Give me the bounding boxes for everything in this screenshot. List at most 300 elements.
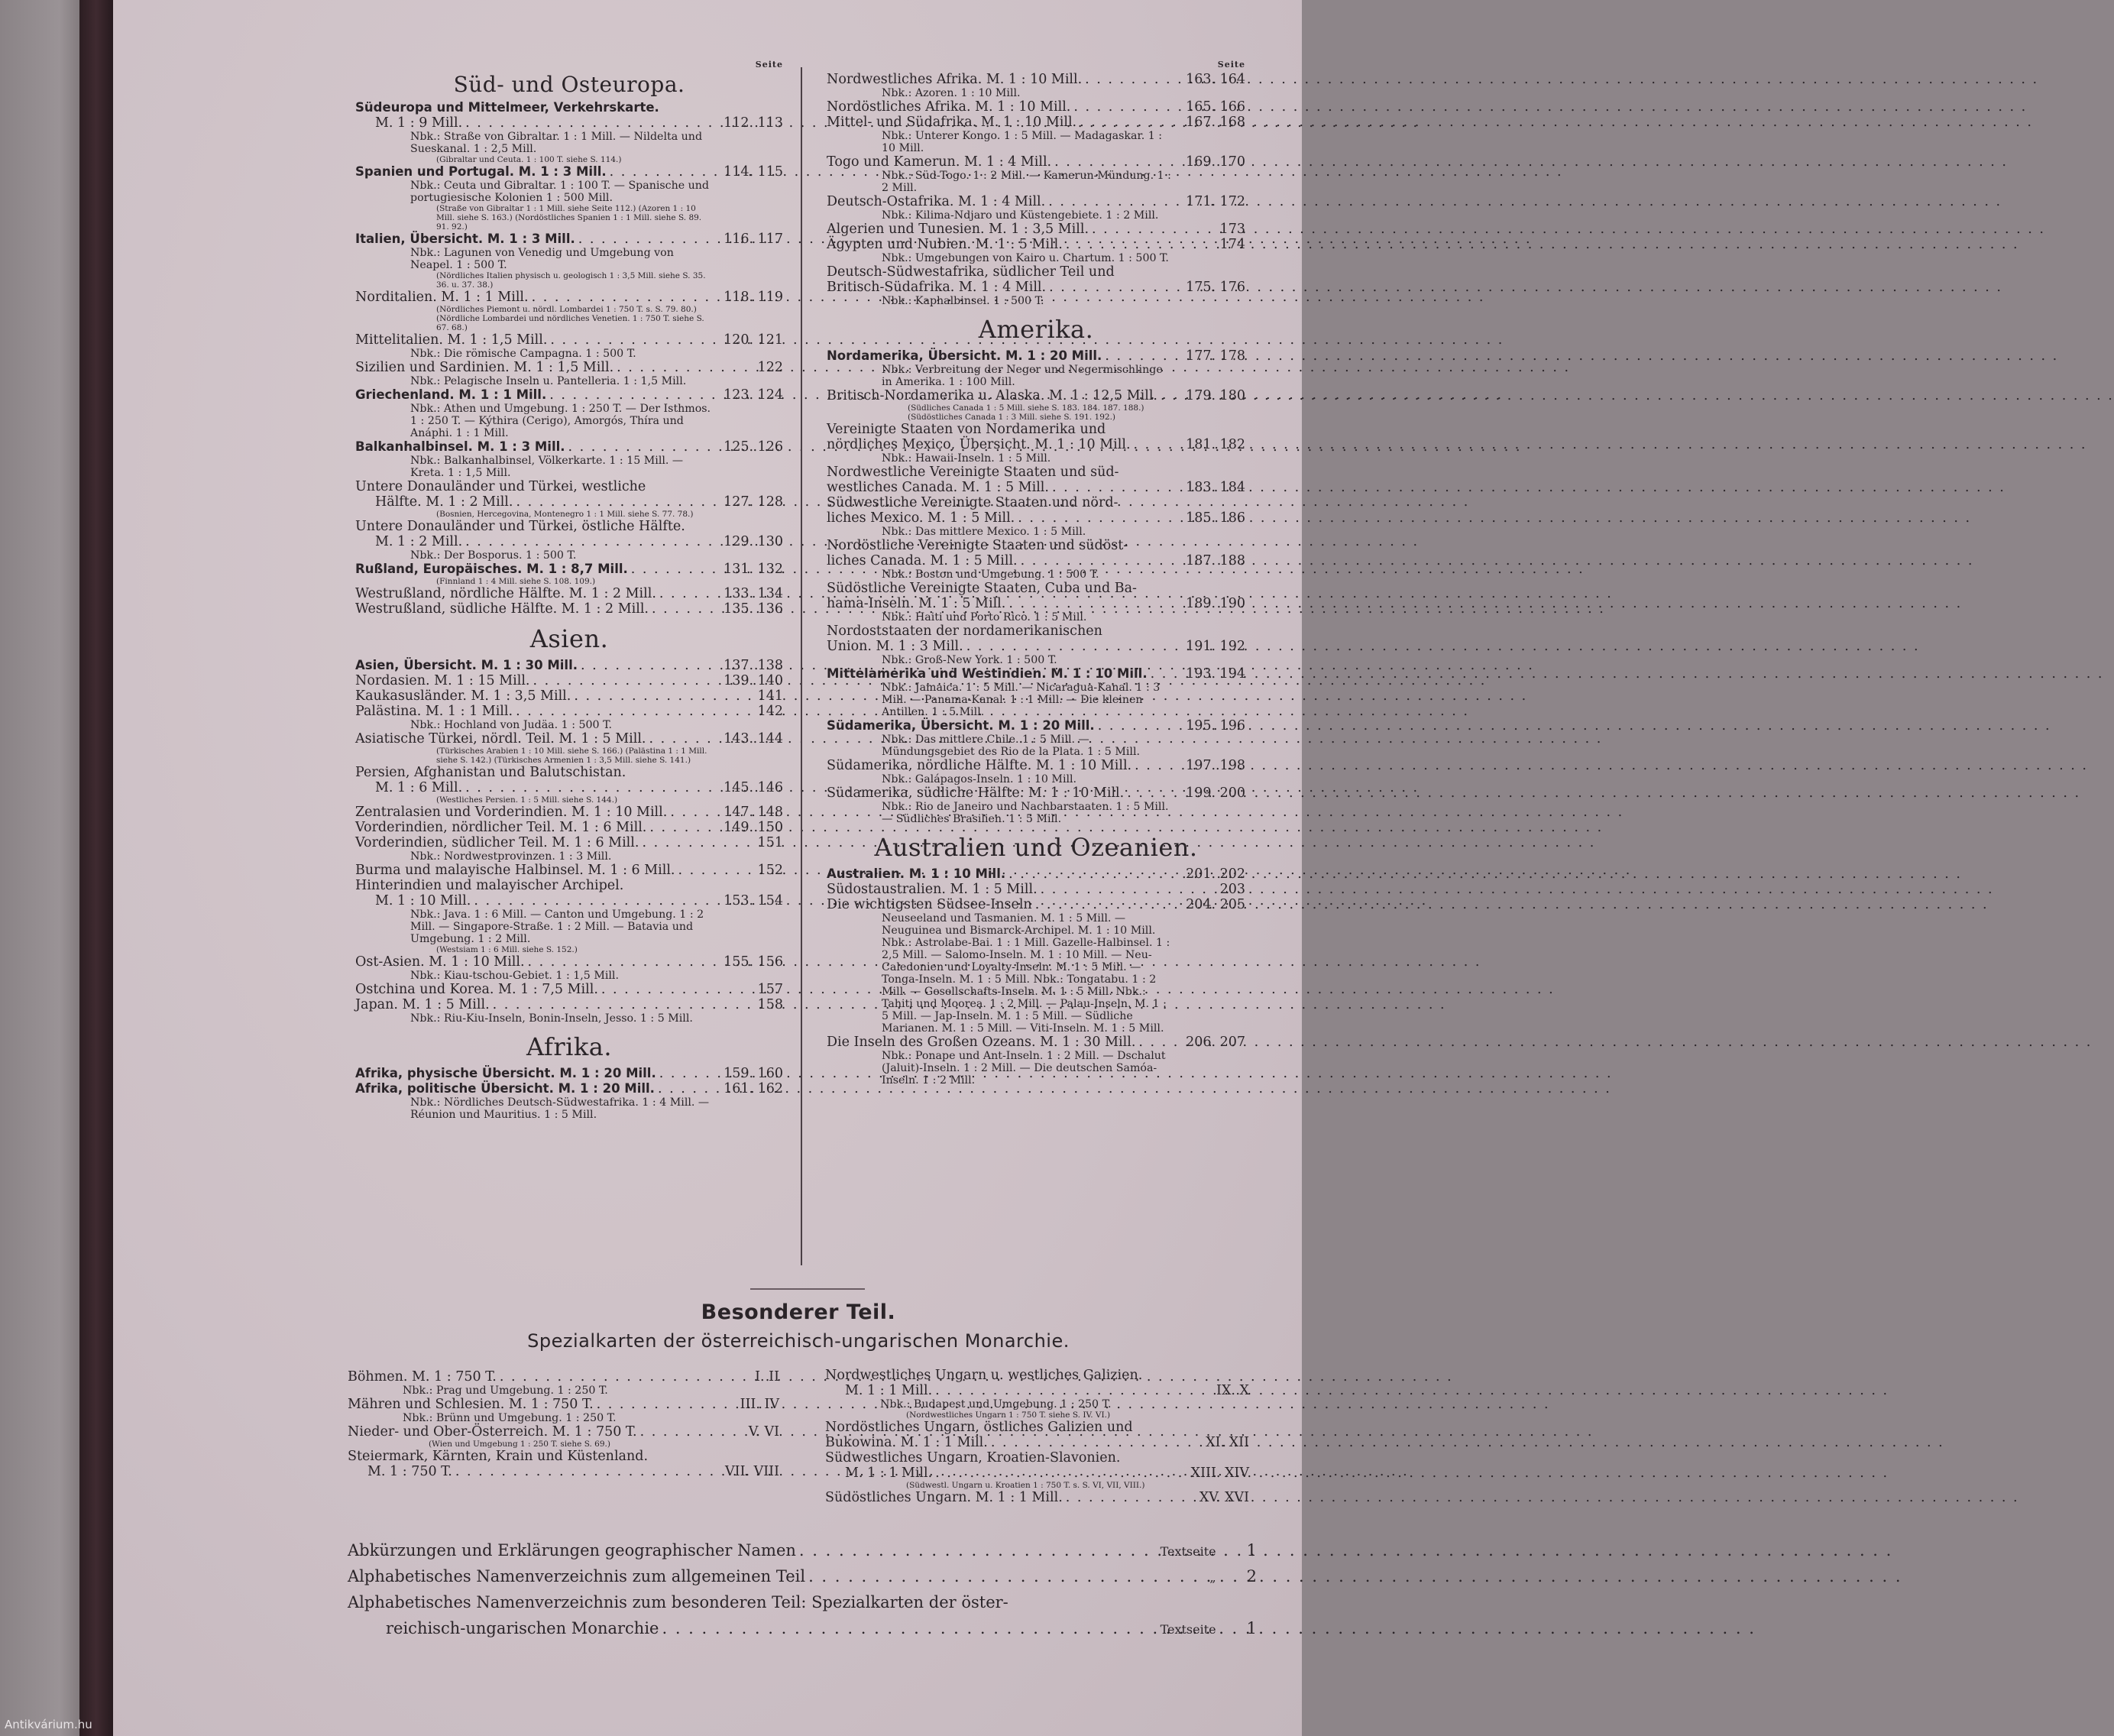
leader-dots [1080,115,1175,130]
cross-reference-note: (Südliches Canada 1 : 5 Mill. siehe S. 183. 184. 187. 188.) (Südöstliches Canada 1 : 3 Mill. siehe S. 191. 192.) [908,403,1144,422]
index-entry [355,562,783,586]
entry-pages: 145. 146 [724,780,783,795]
index-entry [355,805,783,820]
index-entry [355,731,783,765]
entry-pages: III. IV [740,1397,779,1412]
index-entry [827,388,1245,422]
entry-line [355,586,783,601]
entry-pages: XI. XII [1206,1435,1249,1450]
index-entry [355,982,783,997]
leader-dots [631,562,713,577]
leader-dots [1134,437,1175,452]
entry-title: Balkanhalbinsel. M. 1 : 3 Mill. [355,439,565,454]
entry-line [355,688,783,704]
entry-title: Südamerika, nördliche Hälfte. M. 1 : 10 Mill. [827,758,1132,773]
section-title: Amerika. [978,315,1094,344]
index-entry [355,820,783,835]
inset-map-note: Nbk.: Süd-Togo. 1 : 2 Mill. — Kamerun-Mündung. 1 : 2 Mill. [882,170,1171,194]
entry-pages: 187. 188 [1186,553,1245,568]
entry-line [825,1466,1249,1481]
inset-map-note: Nbk.: Nördliches Deutsch-Südwestafrika. 1 : 4 Mill. — Réunion und Mauritius. 1 : 5 Mill. [410,1096,710,1121]
entry-title: Böhmen. M. 1 : 750 T. [348,1369,497,1385]
entry-title: Burma und malayische Halbinsel. M. 1 : 6 Mill. [355,863,675,878]
entry-line [355,704,783,719]
entry-line [827,154,1245,170]
entry-pages: 203 [1219,882,1245,897]
leader-dots [1048,194,1175,209]
index-entry [355,100,783,164]
entry-line [827,437,1245,452]
entry-title: Asiatische Türkei, nördl. Teil. M. 1 : 5 Mill. [355,731,646,747]
entry-title: Nordasien. M. 1 : 15 Mill. [355,673,530,688]
entry-line [355,997,783,1012]
entry-pages: 151 [757,835,783,850]
leader-dots [935,1383,1162,1398]
appendix-title: Alphabetisches Namenverzeichnis zum besonderen Teil: Spezialkarten der öster- [348,1593,1008,1611]
leader-dots [578,232,713,247]
entry-pages: 169. 170 [1186,154,1245,170]
appendix-page-label: „ [1209,1570,1216,1585]
leader-dots [1092,222,1175,237]
entry-line [825,1450,1249,1466]
entry-pages: 206. 207 [1186,1035,1245,1050]
inset-map-note: Nbk.: Brünn und Umgebung. 1 : 250 T. [403,1412,617,1424]
entry-title: liches Canada. M. 1 : 5 Mill. [827,553,1018,568]
cross-reference-note: (Straße von Gibraltar 1 : 1 Mill. siehe Seite 112.) (Azoren 1 : 10 Mill. siehe S. 163.) (Nordöstliches Spanien 1 : 1 Mill. siehe S. 89. 91. 92.) [436,204,702,232]
special-entry [348,1449,779,1479]
entry-title: hama-Inseln. M. 1 : 5 Mill. [827,596,1006,611]
leader-dots [1041,882,1175,897]
index-entry [827,897,1245,1035]
leader-dots [574,688,713,704]
appendix-page: 1 [1246,1541,1257,1559]
index-entry [355,360,783,387]
entry-line [827,538,1245,553]
leader-dots [601,982,713,997]
entry-title: Südostaustralien. M. 1 : 5 Mill. [827,882,1038,897]
column-divider [801,67,802,1265]
entry-line [355,878,783,893]
section-title: Süd- und Osteuropa. [453,72,685,97]
entry-title: Nordwestliches Afrika. M. 1 : 10 Mill. [827,72,1083,87]
leader-dots [1018,510,1175,526]
index-entry [355,878,783,954]
entry-pages: 179. 180 [1186,388,1245,403]
leader-dots [670,805,713,820]
seite-header: Seite [755,60,783,70]
leader-dots [550,332,713,348]
entry-pages: 127. 128 [724,494,783,510]
index-entry [355,1066,783,1081]
entry-line [355,534,783,549]
entry-line [827,882,1245,897]
entry-line [827,553,1245,568]
entry-title: Südöstliche Vereinigte Staaten, Cuba und Ba- [827,581,1137,596]
entry-title: Kaukasusländer. M. 1 : 3,5 Mill. [355,688,571,704]
leader-dots [662,1615,1121,1631]
inset-map-note: Nbk.: Kiau-tschou-Gebiet. 1 : 1,5 Mill. [410,970,619,982]
special-entry [348,1397,779,1424]
cross-reference-note: (Wien und Umgebung 1 : 250 T. siehe S. 69.) [429,1440,610,1449]
entry-line [355,1066,783,1081]
entry-line [355,780,783,795]
index-entry [355,290,783,332]
entry-pages: 174 [1219,237,1245,252]
special-entry [825,1420,1249,1450]
inset-map-note: Nbk.: Hawaii-Inseln. 1 : 5 Mill. [882,452,1051,465]
entry-pages: 116. 117 [724,232,783,247]
entry-line [355,387,783,403]
inset-map-note: Nbk.: Balkanhalbinsel, Völkerkarte. 1 : 15 Mill. — Kreta. 1 : 1,5 Mill. [410,455,684,479]
leader-dots [649,731,714,747]
watermark: Antikvárium.hu [5,1718,92,1731]
index-entry [827,882,1245,897]
right-index-column [827,60,1245,1087]
entry-title: M. 1 : 1 Mill. [845,1383,933,1398]
entry-title: Norditalien. M. 1 : 1 Mill. [355,290,529,305]
entry-title: Asien, Übersicht. M. 1 : 30 Mill. [355,658,578,672]
entry-pages: VII. VIII [725,1464,779,1479]
entry-pages: XIII. XIV [1190,1466,1249,1481]
index-entry [355,658,783,673]
index-entry [827,422,1245,465]
entry-title: Spanien und Portugal. M. 1 : 3 Mill. [355,164,607,179]
entry-title: nördliches Mexico, Übersicht. M. 1 : 10 Mill. [827,437,1131,452]
appendix-title: reichisch-ungarischen Monarchie [386,1619,659,1637]
entry-line [355,820,783,835]
entry-pages: 137. 138 [724,658,783,673]
entry-line [348,1464,779,1479]
entry-line [827,596,1245,611]
cross-reference-note: (Finnland 1 : 4 Mill. siehe S. 108. 109.) [436,577,596,586]
entry-line [348,1449,779,1464]
entry-title: Vorderindien, nördlicher Teil. M. 1 : 6 Mill. [355,820,647,835]
entry-title: Nordöstliches Afrika. M. 1 : 10 Mill. [827,99,1071,115]
leader-dots [1127,785,1175,801]
section-title: Asien. [529,624,609,653]
entry-title: westliches Canada. M. 1 : 5 Mill. [827,480,1049,495]
index-entry [827,99,1245,115]
leader-dots [640,1424,692,1440]
entry-title: Hälfte. M. 1 : 2 Mill. [375,494,513,510]
entry-pages: 122 [757,360,783,375]
inset-map-note: Nbk.: Die römische Campagna. 1 : 500 T. [410,348,636,360]
section-title: Afrika. [526,1032,613,1061]
entry-pages: 204. 205 [1186,897,1245,912]
leader-dots [516,494,713,510]
entry-pages: I. II [755,1369,779,1385]
entry-pages: 159. 160 [724,1066,783,1081]
inset-map-note: Nbk.: Jamaica. 1 : 5 Mill. — Nicaragua-Kanal. 1 : 3 Mill. — Panama-Kanal. 1 : 1 Mill. — Die kleinen Antillen. 1 : 5 Mill. [882,682,1161,718]
entry-title: Zentralasien und Vorderindien. M. 1 : 10 Mill. [355,805,668,820]
entry-title: Algerien und Tunesien. M. 1 : 3,5 Mill. [827,222,1089,237]
entry-pages: 118. 119 [724,290,783,305]
entry-pages: 161. 162 [724,1081,783,1096]
index-entry [827,866,1245,882]
appendix-entry [348,1563,1257,1589]
inset-map-note: Nbk.: Kilima-Ndjaro und Küstengebiete. 1 : 2 Mill. [882,209,1159,222]
leader-dots [799,1537,1122,1553]
entry-line [355,835,783,850]
entry-line [355,290,783,305]
entry-pages: 125. 126 [724,439,783,455]
leader-dots [532,290,713,305]
entry-pages: 155. 156 [724,954,783,970]
entry-title: Südamerika, südliche Hälfte. M. 1 : 10 Mill. [827,785,1125,801]
entry-title: Vereinigte Staaten von Nordamerika und [827,422,1106,437]
leader-dots [678,863,714,878]
inset-map-note: Neuseeland und Tasmanien. M. 1 : 5 Mill. — Neuguinea und Bismarck-Archipel. M. 1 : 10 Mill. Nbk.: Astrolabe-Bai. 1 : 1 Mill. Gazelle-Halbinsel. 1 : 2,5 Mill. — Salomo-Inseln. M. 1 : 10 Mill. — Neu-Caledonien und Loyalty-Inseln. M. 1 : 5 Mill. — Tonga-Inseln. M. 1 : 5 Mill. Nbk.: Tongatabu. 1 : 2 Mill. — Gesellschafts-Inseln. M. 1 : 5 Mill. Nbk.: Tahiti und Moorea. 1 : 2 Mill. — Palau-Inseln. M. 1 : 5 Mill. — Jap-Inseln. M. 1 : 5 Mill. — Südliche Marianen. M. 1 : 5 Mill. — Viti-Inseln. M. 1 : 5 Mill. [882,912,1170,1035]
leader-dots [597,1397,692,1412]
leader-dots [991,1435,1162,1450]
inset-map-note: Nbk.: Azoren. 1 : 10 Mill. [882,87,1021,99]
leader-dots [1085,72,1175,87]
appendix-page-label: Textseite [1160,1544,1216,1559]
leader-dots [528,954,713,970]
appendix-page: 2 [1246,1567,1257,1585]
entry-pages: 195. 196 [1186,718,1245,734]
leader-dots [474,893,713,908]
entry-line [825,1383,1249,1398]
entry-pages: 173 [1219,222,1245,237]
entry-pages: 191. 192 [1186,639,1245,654]
inset-map-note: Nbk.: Hochland von Judäa. 1 : 500 T. [410,719,612,731]
leader-dots [581,658,713,673]
entry-title: Hinterindien und malayischer Archipel. [355,878,624,893]
entry-title: Afrika, politische Übersicht. M. 1 : 20 Mill. [355,1081,655,1096]
index-entry [355,601,783,617]
index-entry [355,232,783,290]
inset-map-note: Nbk.: Kaphalbinsel. 1 : 500 T. [882,295,1044,307]
entry-pages: 133. 134 [724,586,783,601]
inset-map-note: Nbk.: Rio de Janeiro und Nachbarstaaten. 1 : 5 Mill. — Südliches Brasilien. 1 : 5 Mill. [882,801,1169,825]
entry-line [355,673,783,688]
leader-dots [516,704,713,719]
index-entry [827,666,1245,718]
entry-title: M. 1 : 9 Mill. [375,115,463,131]
entry-title: Untere Donauländer und Türkei, östliche Hälfte. [355,519,685,534]
entry-line [355,332,783,348]
entry-title: Nordamerika, Übersicht. M. 1 : 20 Mill. [827,348,1102,363]
special-entry [348,1424,779,1449]
inset-map-note: Nbk.: Das mittlere Chile. 1 : 5 Mill. — Mündungsgebiet des Rio de la Plata. 1 : 5 Mill. [882,734,1140,758]
entry-pages: 171. 172 [1186,194,1245,209]
entry-title: Union. M. 1 : 3 Mill. [827,639,963,654]
entry-line [827,866,1245,882]
index-entry [355,688,783,704]
entry-line [355,164,783,180]
cross-reference-note: (Westsiam 1 : 6 Mill. siehe S. 152.) [436,945,578,954]
entry-pages: 199. 200 [1186,785,1245,801]
section-title: Australien und Ozeanien. [874,833,1198,862]
special-part-subtitle: Spezialkarten der österreichisch-ungarischen Monarchie. [527,1330,1070,1352]
index-entry [827,623,1245,666]
entry-pages: 142 [757,704,783,719]
index-entry [827,264,1245,307]
appendix-list [348,1537,1257,1641]
entry-pages: 165. 166 [1186,99,1245,115]
special-entry [825,1490,1249,1505]
cross-reference-note: (Bosnien, Hercegovina, Montenegro 1 : 1 Mill. siehe S. 77. 78.) [436,510,694,519]
leader-dots [549,387,713,403]
inset-map-note: Nbk.: Lagunen von Venedig und Umgebung von Neapel. 1 : 500 T. [410,247,674,271]
leader-dots [808,1563,1122,1579]
entry-title: Die wichtigsten Südsee-Inseln [827,897,1032,912]
entry-line [355,494,783,510]
entry-pages: 129. 130 [724,534,783,549]
leader-dots [1066,1490,1162,1505]
inset-map-note: Nbk.: Groß-New York. 1 : 500 T. [882,654,1057,666]
leader-dots [533,673,713,688]
entry-title: Ostchina und Korea. M. 1 : 7,5 Mill. [355,982,598,997]
entry-title: Westrußland, südliche Hälfte. M. 1 : 2 Mill. [355,601,649,617]
entry-line [827,388,1245,403]
entry-pages: 185. 186 [1186,510,1245,526]
entry-title: Mittel- und Südafrika. M. 1 : 10 Mill. [827,115,1077,130]
entry-pages: 112. 113 [724,115,783,131]
entry-pages: 175. 176 [1186,280,1245,295]
index-entry [827,72,1245,99]
entry-line [827,348,1245,364]
entry-title: Vorderindien, südlicher Teil. M. 1 : 6 Mill. [355,835,639,850]
appendix-entry [348,1615,1257,1641]
index-entry [355,519,783,562]
appendix-page: 1 [1246,1619,1257,1637]
entry-title: M. 1 : 1 Mill. [845,1466,933,1481]
entry-title: M. 1 : 750 T. [367,1464,452,1479]
entry-title: Persien, Afghanistan und Balutschistan. [355,765,626,780]
cross-reference-note: (Gibraltar und Ceuta. 1 : 100 T. siehe S. 114.) [436,155,622,164]
entry-line [827,280,1245,295]
leader-dots [649,820,713,835]
inset-map-note: Nbk.: Straße von Gibraltar. 1 : 1 Mill. — Nildelta und Sueskanal. 1 : 2,5 Mill. [410,131,703,155]
inset-map-note: Nbk.: Ponape und Ant-Inseln. 1 : 2 Mill. — Dschalut (Jaluit)-Inseln. 1 : 2 Mill. — Die deutschen Samóa-Inseln. 1 : 2 Mill. [882,1050,1166,1087]
entry-line [348,1424,779,1440]
entry-line [827,785,1245,801]
entry-title: Südöstliches Ungarn. M. 1 : 1 Mill. [825,1490,1063,1505]
index-entry [827,194,1245,222]
entry-pages: 120. 121 [724,332,783,348]
entry-title: Mittelitalien. M. 1 : 1,5 Mill. [355,332,548,348]
leader-dots [493,997,713,1012]
appendix-entry [348,1589,1257,1615]
entry-line [827,718,1245,734]
seite-header: Seite [1217,60,1245,70]
index-entry [827,115,1245,154]
leader-dots [1151,666,1175,682]
index-entry [355,479,783,519]
entry-line [355,360,783,375]
entry-title: Deutsch-Südwestafrika, südlicher Teil und [827,264,1115,280]
leader-dots [1135,758,1175,773]
entry-title: M. 1 : 10 Mill. [375,893,471,908]
entry-line [827,581,1245,596]
appendix-title: Abkürzungen und Erklärungen geographischer Namen [348,1541,796,1559]
leader-dots [659,586,713,601]
entry-pages: XV. XVI [1199,1490,1249,1505]
entry-line [355,601,783,617]
special-entry [348,1369,779,1397]
index-entry [355,332,783,360]
index-entry [827,495,1245,538]
index-entry [827,538,1245,581]
index-entry [355,164,783,232]
entry-line [827,623,1245,639]
entry-line [827,194,1245,209]
entry-line [355,765,783,780]
leader-dots [935,1466,1162,1481]
index-entry [355,863,783,878]
leader-dots [1049,280,1175,295]
entry-title: Nordoststaaten der nordamerikanischen [827,623,1102,639]
entry-line [355,100,783,115]
entry-line [355,562,783,577]
inset-map-note: Nbk.: Haiti und Porto Rico. 1 : 5 Mill. [882,611,1087,623]
index-entry [355,387,783,439]
leader-dots [1138,1035,1175,1050]
leader-dots [1008,866,1175,882]
leader-dots [658,1081,713,1096]
entry-line [827,115,1245,130]
leader-dots [455,1464,692,1479]
entry-line [827,1035,1245,1050]
entry-line [827,72,1245,87]
inset-map-note: Nbk.: Unterer Kongo. 1 : 5 Mill. — Madagaskar. 1 : 10 Mill. [882,130,1163,154]
entry-line [348,1369,779,1385]
entry-title: liches Mexico. M. 1 : 5 Mill. [827,510,1015,526]
index-entry [355,997,783,1025]
special-left-column [348,1369,779,1479]
leader-dots [1161,388,1175,403]
entry-title: Japan. M. 1 : 5 Mill. [355,997,490,1012]
inset-map-note: Nbk.: Umgebungen von Kairo u. Chartum. 1 : 500 T. [882,252,1169,264]
index-entry [355,704,783,731]
entry-pages: 167. 168 [1186,115,1245,130]
entry-pages: 158 [757,997,783,1012]
inset-map-note: Nbk.: Der Bosporus. 1 : 500 T. [410,549,577,562]
entry-line [355,658,783,673]
entry-title: Griechenland. M. 1 : 1 Mill. [355,387,547,402]
entry-title: Nordöstliches Ungarn, östliches Galizien und [825,1420,1133,1435]
index-entry [827,718,1245,758]
index-entry [827,237,1245,264]
entry-title: Afrika, physische Übersicht. M. 1 : 20 Mill. [355,1066,656,1080]
leader-dots [1066,237,1175,252]
entry-pages: V. VI [748,1424,779,1440]
leader-dots [568,439,713,455]
inset-map-note: Nbk.: Verbreitung der Neger und Negermischlinge in Amerika. 1 : 100 Mill. [882,364,1163,388]
special-part-section [348,1300,1249,1505]
entry-line [827,758,1245,773]
leader-dots [1105,348,1175,364]
index-entry [355,439,783,479]
leader-dots [610,164,713,180]
entry-line [355,982,783,997]
entry-title: Südamerika, Übersicht. M. 1 : 20 Mill. [827,718,1095,733]
entry-line [825,1490,1249,1505]
entry-line [355,893,783,908]
entry-line [355,805,783,820]
appendix-title: Alphabetisches Namenverzeichnis zum allgemeinen Teil [348,1567,806,1585]
entry-title: Mittelamerika und Westindien. M. 1 : 10 Mill. [827,666,1148,681]
entry-pages: 143. 144 [724,731,783,747]
appendix-entry [348,1537,1257,1563]
leader-dots [1008,596,1175,611]
entry-line [827,222,1245,237]
left-index-column [355,60,783,1121]
entry-title: Nieder- und Ober-Österreich. M. 1 : 750 T. [348,1424,637,1440]
entry-pages: 141 [757,688,783,704]
